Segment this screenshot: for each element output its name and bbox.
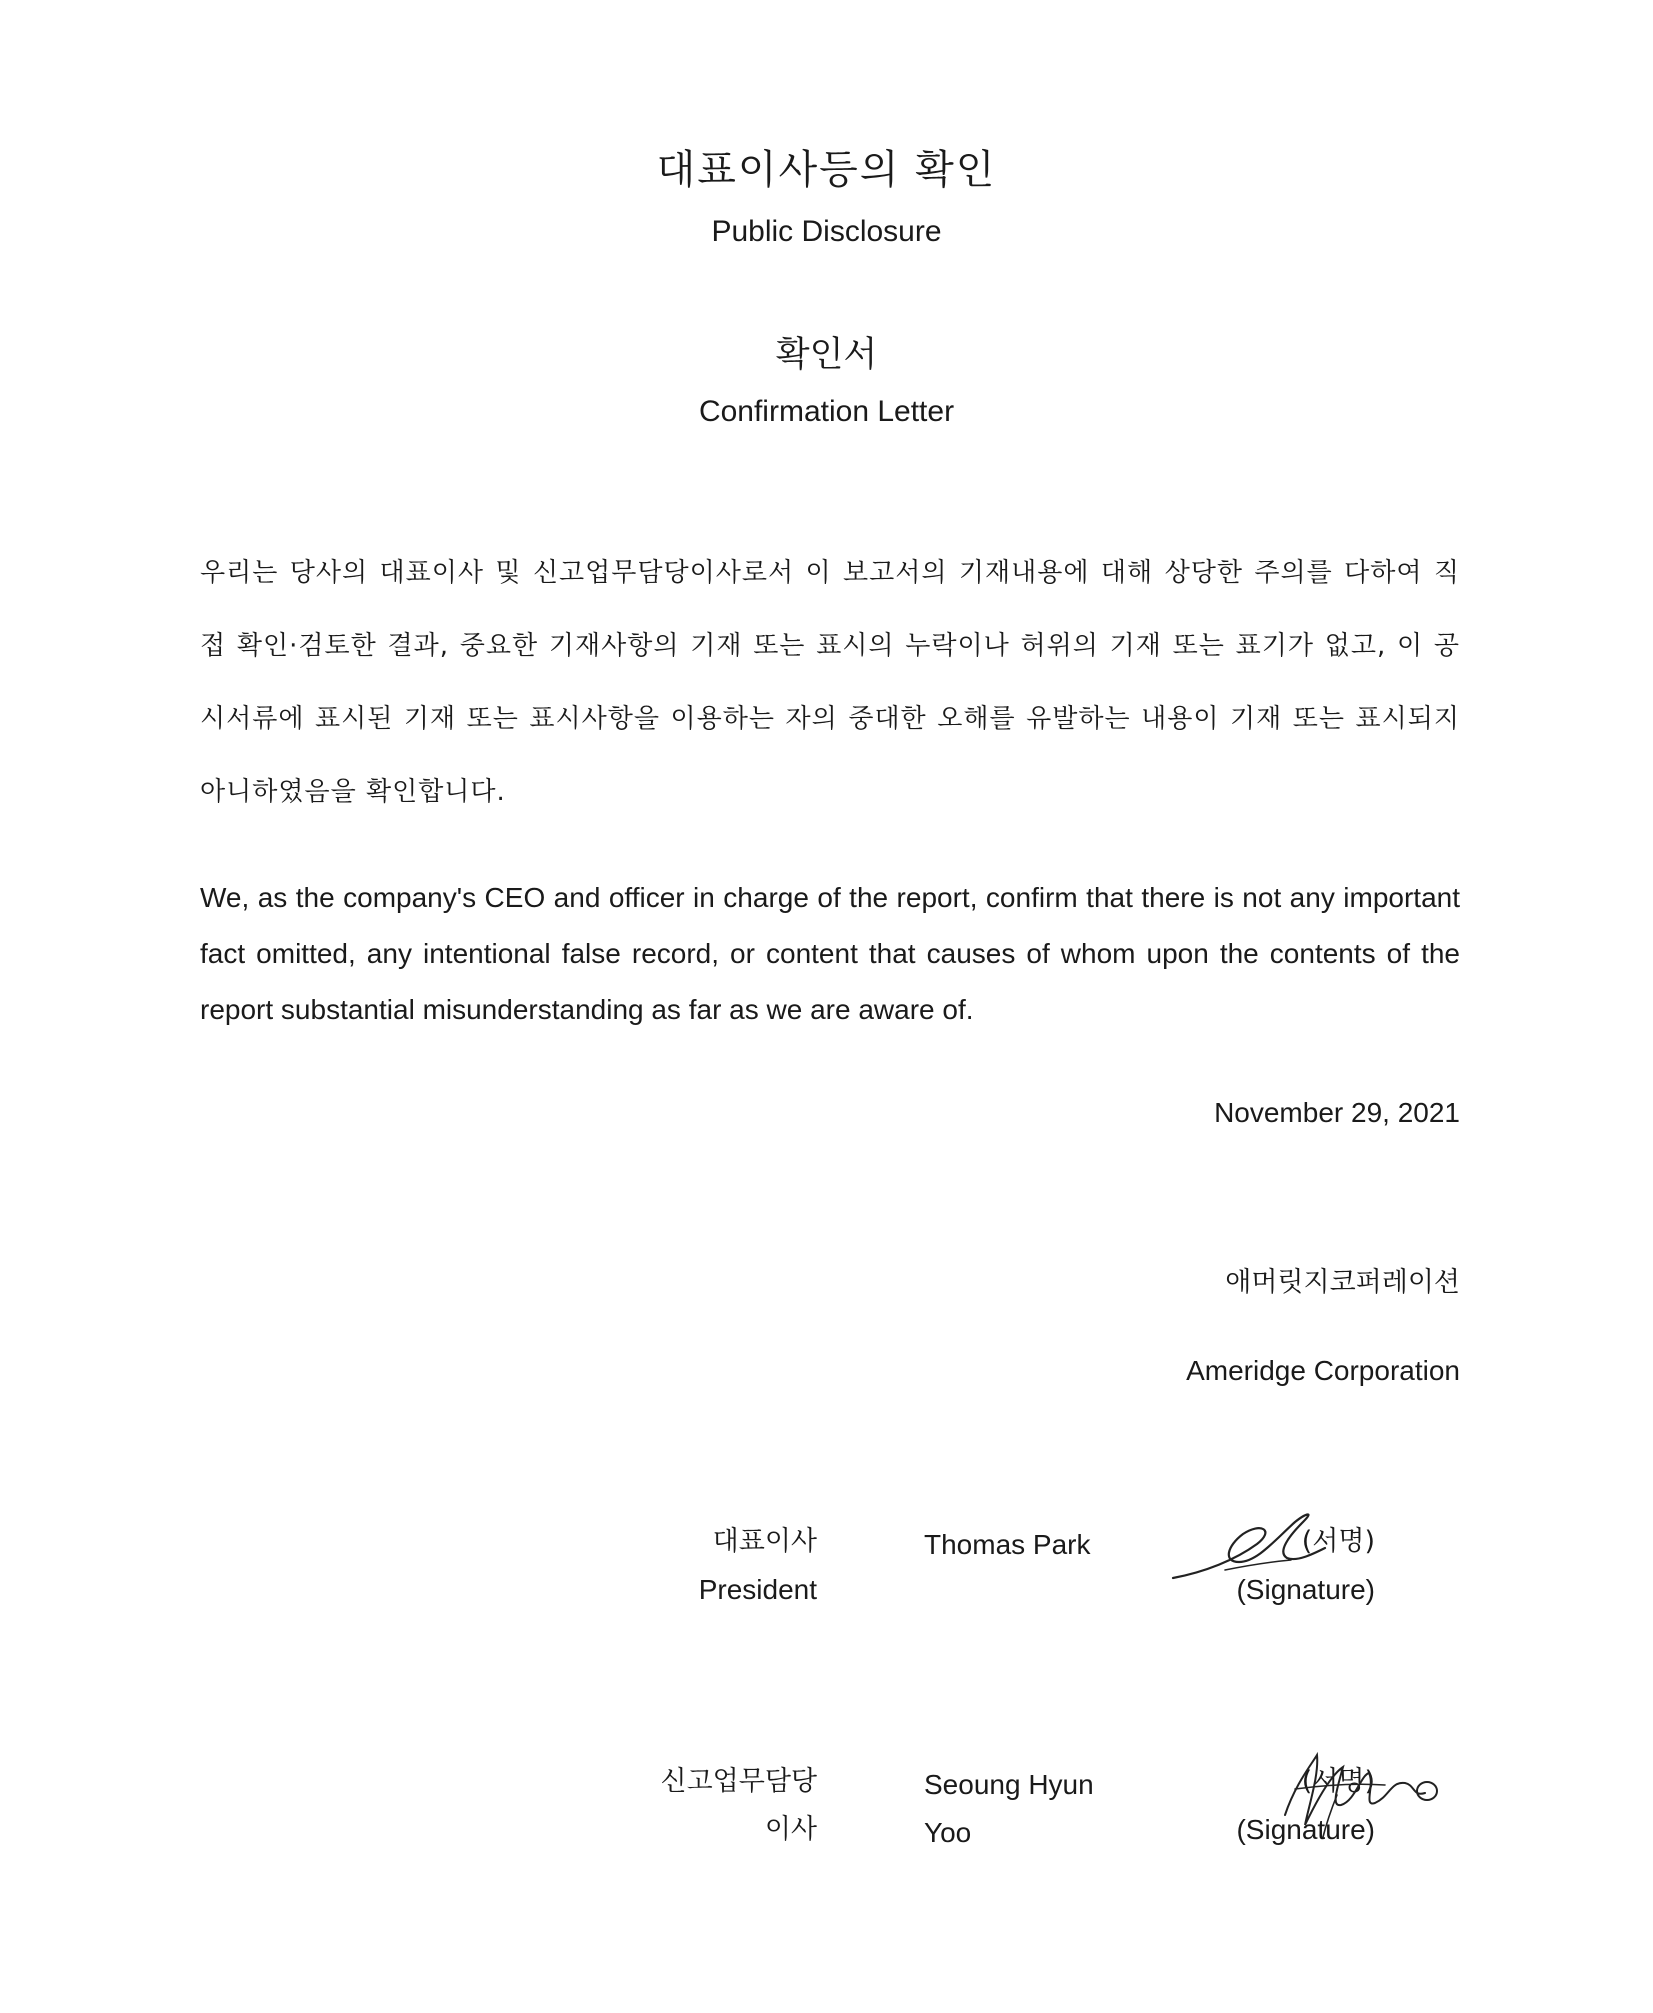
confirmation-paragraph-english: We, as the company's CEO and officer in charge of the report, confirm that there is not any important fact omitted, any intentional false record, or content that causes of whom upon the contents of the report substantial misunderstanding as far as we are aware of. bbox=[200, 882, 1460, 1025]
signatory-2-role bbox=[661, 1758, 818, 1854]
signatory-1-role bbox=[699, 1518, 817, 1614]
document-subtitle-english: Confirmation Letter bbox=[698, 395, 955, 428]
confirmation-paragraph-korean: 우리는 당사의 대표이사 및 신고업무담당이사로서 이 보고서의 기재내용에 대해 상당한 주의를 다하여 직접 확인·검토한 결과, 중요한 기재사항의 기재 또는 표시의 누락이나 허위의 기재 또는 표기가 없고, 이 공시서류에 표시된 기재 또는 표시사항을 이용하는 자의 중대한 오해를 유발하는 내용이 기재 또는 표시되지 아니하였음을 확인합니다. bbox=[200, 558, 1460, 807]
signatory-1-signature-label-korean: (서명) bbox=[1301, 1526, 1375, 1557]
signatory-2-name-line2: Yoo bbox=[924, 1817, 972, 1848]
signatory-2-signature-label-english: (Signature) bbox=[1236, 1814, 1375, 1845]
signatory-2-signature-label-korean: (서명) bbox=[1301, 1766, 1375, 1797]
signatory-2-name bbox=[924, 1761, 1094, 1857]
signatory-1-signature-block bbox=[1236, 1518, 1375, 1614]
company-name-korean: 애머릿지코퍼레이션 bbox=[1225, 1267, 1460, 1298]
signatory-1-role-english: President bbox=[698, 1574, 817, 1605]
document-title-korean: 대표이사등의 확인 bbox=[656, 147, 997, 193]
company-name-english: Ameridge Corporation bbox=[1186, 1355, 1460, 1386]
signatory-2-role-korean: 신고업무담당 bbox=[660, 1766, 817, 1797]
signatory-2-role-sub: 이사 bbox=[764, 1814, 817, 1845]
document-date: November 29, 2021 bbox=[1214, 1097, 1460, 1128]
document-title-english: Public Disclosure bbox=[711, 215, 942, 248]
signatory-2-name-line1: Seoung Hyun bbox=[924, 1769, 1094, 1800]
signatory-1-signature-label-english: (Signature) bbox=[1236, 1574, 1375, 1605]
signatory-2-signature-block bbox=[1236, 1758, 1375, 1854]
signatory-1-role-korean: 대표이사 bbox=[712, 1526, 817, 1557]
signatory-1-name-line1: Thomas Park bbox=[924, 1529, 1091, 1560]
document-subtitle-korean: 확인서 bbox=[775, 335, 878, 375]
signatory-1-name bbox=[924, 1521, 1091, 1569]
